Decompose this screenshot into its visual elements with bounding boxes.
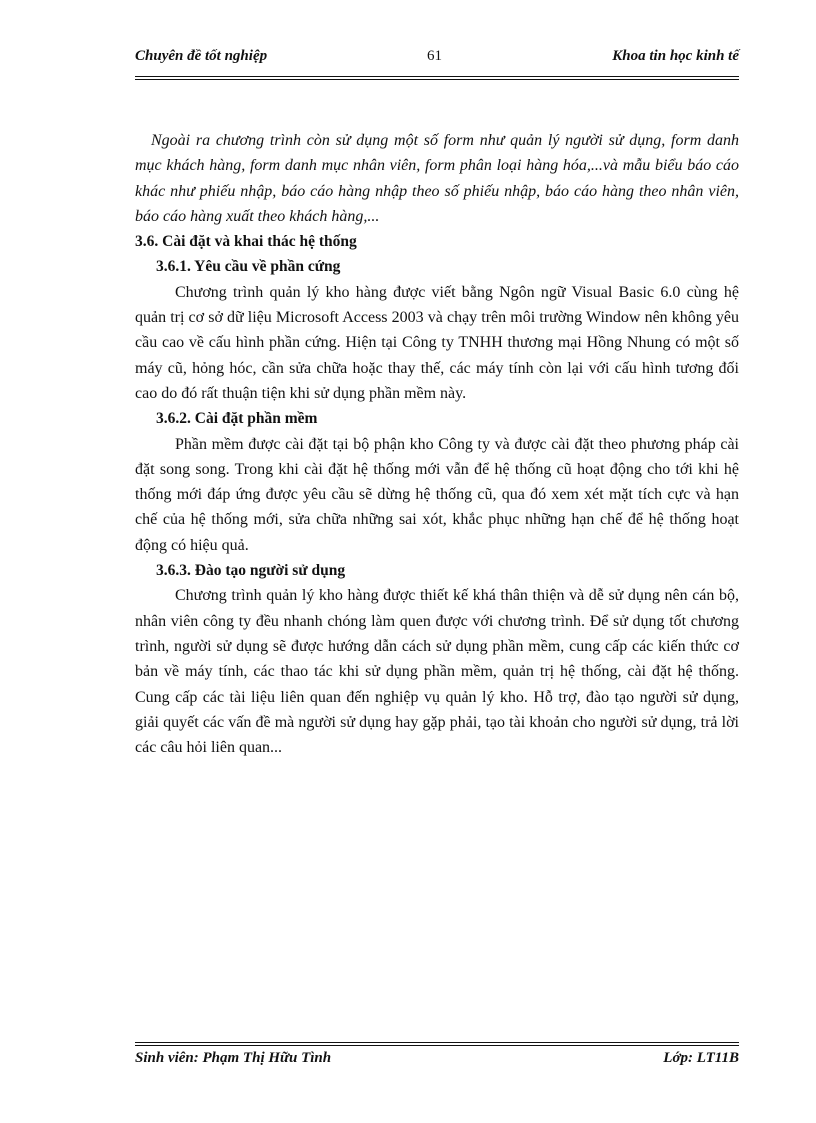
page-footer xyxy=(135,1050,739,1074)
paragraph-install: Phần mềm được cài đặt tại bộ phận kho Công ty và được cài đặt theo phương pháp cài đặt song song. Trong khi cài đặt hệ thống mới vẫn để hệ thống cũ hoạt động cho tới khi hệ thống mới đáp ứng được yêu cầu sẽ dừng hệ thống cũ, qua đó xem xét mặt tích cực và hạn chế của hệ thống mới, sửa chữa những sai xót, khắc phục những hạn chế để hệ thống hoạt động có hiệu quả. xyxy=(135,435,739,554)
paragraph-hardware: Chương trình quản lý kho hàng được viết bằng Ngôn ngữ Visual Basic 6.0 cùng hệ quản trị cơ sở dữ liệu Microsoft Access 2003 và chạy trên môi trường Window nên không yêu cầu cao về cấu hình phần cứng. Hiện tại Công ty TNHH thương mại Hồng Nhung có một số máy cũ, hỏng hóc, cần sửa chữa hoặc thay thế, các máy tính còn lại với cấu hình tương đối cao do đó rất thuận tiện khi sử dụng phần mềm này. xyxy=(135,283,739,402)
subsection-heading-hardware: 3.6.1. Yêu cầu về phần cứng xyxy=(156,258,341,276)
page-header xyxy=(135,46,739,70)
header-rule-bottom xyxy=(135,79,739,80)
paragraph-training: Chương trình quản lý kho hàng được thiết kế khá thân thiện và dễ sử dụng nên cán bộ, nhân viên công ty đều nhanh chóng làm quen được với chương trình. Để sử dụng tốt chương trình, người sử dụng sẽ được hướng dẫn cách sử dụng phần mềm, cung cấp các kiến thức cơ bản về máy tính, các thao tác khi sử dụng phần mềm, quản trị hệ thống, cài đặt hệ thống. Cung cấp các tài liệu liên quan đến nghiệp vụ quản lý kho. Hỗ trợ, đào tạo người sử dụng, giải quyết các vấn đề mà người sử dụng hay gặp phải, tạo tài khoản cho người sử dụng, trả lời các câu hỏi liên quan... xyxy=(135,587,739,757)
page-number: 61 xyxy=(427,48,442,64)
intro-paragraph: Ngoài ra chương trình còn sử dụng một số form như quản lý người sử dụng, form danh mục khách hàng, form danh mục nhân viên, form phân loại hàng hóa,...và mẫu biểu báo cáo khác như phiếu nhập, báo cáo hàng nhập theo số phiếu nhập, báo cáo hàng theo nhân viên, báo cáo hàng xuất theo khách hàng,... xyxy=(135,132,739,225)
footer-rule-top xyxy=(135,1042,739,1043)
footer-rule-bottom xyxy=(135,1045,739,1046)
header-department: Khoa tin học kinh tế xyxy=(612,48,739,64)
section-heading: 3.6. Cài đặt và khai thác hệ thống xyxy=(135,233,357,251)
subsection-heading-training: 3.6.3. Đào tạo người sử dụng xyxy=(156,562,346,580)
footer-class: Lớp: LT11B xyxy=(663,1050,739,1066)
header-thesis-title: Chuyên đề tốt nghiệp xyxy=(135,48,268,64)
footer-student: Sinh viên: Phạm Thị Hữu Tình xyxy=(135,1050,332,1066)
subsection-heading-install: 3.6.2. Cài đặt phần mềm xyxy=(156,410,318,428)
header-rule-top xyxy=(135,76,739,77)
page-body xyxy=(135,128,739,760)
